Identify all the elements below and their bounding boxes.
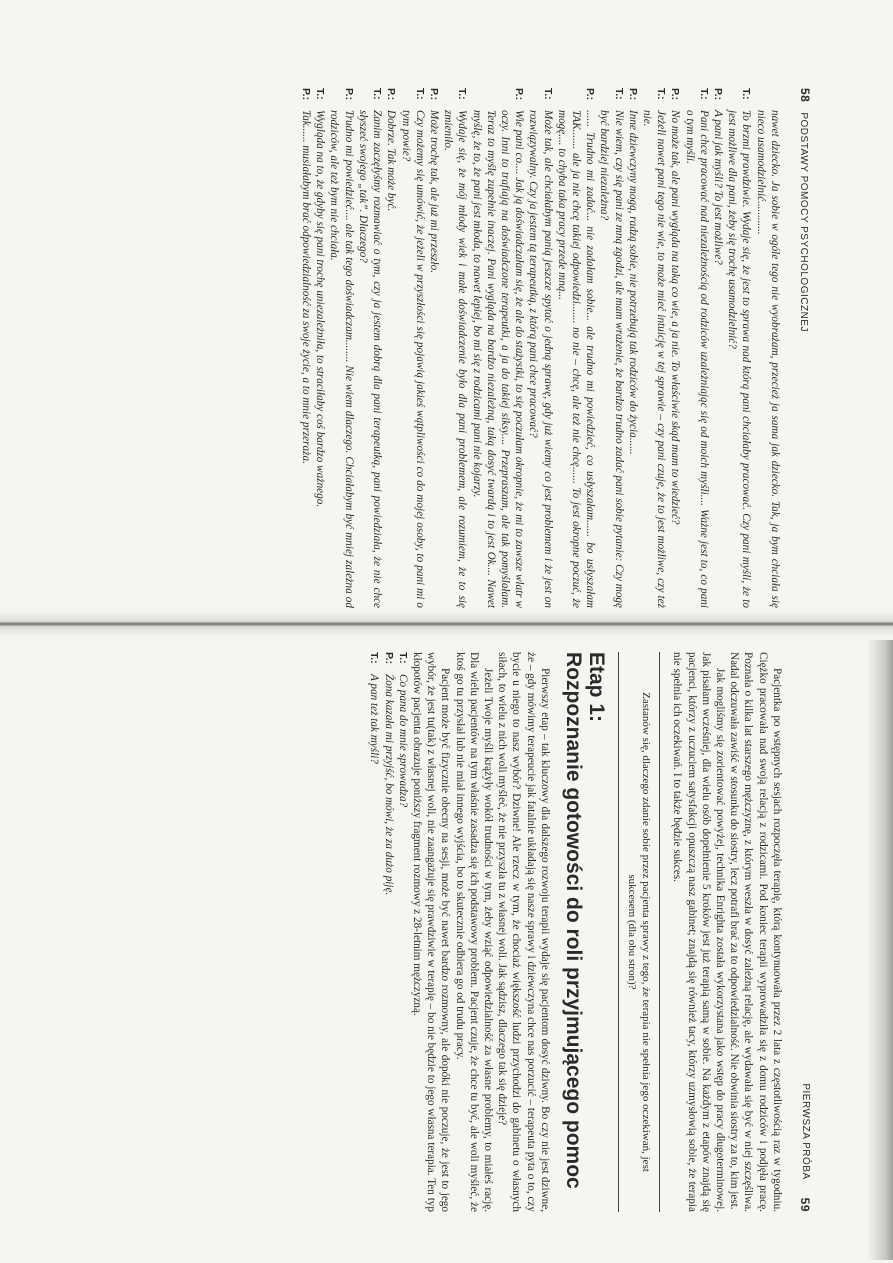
speaker-label: P.: [513,88,526,101]
speaker-label: P.: [427,88,440,101]
dialogue-text: Jeżeli nawet pani tego nie wie, to może mieć intuicję w tej sprawie – czy pani czuje, że to jest możliwe, czy też nie. [640,110,668,608]
reflection-box: Zastanów się, dlaczego zdanie sobie przez pacjenta sprawy z tego, że terapia nie spełnia jego oczekiwań, jest sukcesem (dla obu stron)? [618,652,660,1212]
section-heading [562,652,608,1212]
speaker-label: T.: [456,88,469,100]
dialogue-line [313,88,327,608]
dialogue-text: Wygląda na to, że gdyby się pani trochę uniezależniła, to straciłaby coś bardzo ważnego. [314,110,327,508]
page-58-header [796,88,812,608]
running-head-left: PODSTAWY POMOCY PSYCHOLOGICZNEJ [798,112,809,332]
dialogue-text: Tak...... musiałabym brać odpowiedzialność za swoje życie, a to mnie przeraża. [300,110,313,464]
running-head-right: PIERWSZA PRÓBA [800,1083,811,1180]
section-heading-line2: Rozpoznanie gotowości do roli przyjmującego pomoc [561,652,585,1189]
dialogue-line [725,88,753,608]
dialogue-text: No może tak, ale pani wygląda na taką co wie, a ja nie. To właściwie skąd mam to wiedzieć? [669,110,682,525]
dialogue-line [396,652,410,1212]
dialogue-line [597,88,625,608]
dialogue-text: A pani jak myśli? To jest możliwe? [711,110,724,265]
dialogue-text: Może trochę tak, ale już mi przeszło. [427,110,440,274]
speaker-label: T.: [655,88,668,100]
speaker-label: P.: [342,88,355,101]
intro-paragraph-2: Jak mogliśmy się zorientować powyżej, technika Enrighta została wykorzystana jako wstęp do pracy długoterminowej. Jak pisałam wcześniej, dla wielu osób dopełnienie 5 kroków jest już terapią samą w sobie. Na każdym z etapów znajdą się pacjenci, którzy z uczuciem satysfakcji opuszczą nasz gabinet; znajdą się również tacy, którzy uzmysłowią sobie, że terapia nie spełnia ich oczekiwań. I to także będzie sukces. [671,652,726,1212]
dialogue-text: Co pana do mnie sprowadza? [396,674,409,808]
dialogue-line [398,88,426,608]
speaker-label: T.: [371,88,384,100]
speaker-label: P.: [584,88,597,101]
speaker-label: T.: [396,652,409,664]
dialogue-line [753,88,781,608]
dialogue-text: nawet dziecko. Ja sobie w ogóle tego nie wyobrażam, przecież ja sama jak dziecko. Tak, ja bym chciała się nieco usamodzielnić............ [754,110,781,608]
speaker-label: T.: [697,88,710,100]
dialogue-line [384,88,398,608]
dialogue-line [711,88,725,608]
speaker-label: T.: [413,88,426,100]
dialogue-text: Może tak, ale chciałabym panią jeszcze spytać o jedną sprawę, gdy już wiemy co jest problemem i że jest on rozwiązywalny. Czy ja jestem tą terapeutką, z którą pani chce pracować? [527,110,554,608]
dialogue-text: A pan też tak myśli? [368,674,381,764]
body-paragraph-1: Pierwszy etap – tak kluczowy dla dalszego rozwoju terapii wydaje się pacjentom dosyć dziwny. Bo czy nie jest dziwne, że – gdy mówimy terapeucie jak fatalnie układają się nasze sprawy i dziewczyna chce nas porzucić – terapeuta pyta o to, czy bycie u niego to nasz wybór? Dziwne! Ale rzecz w tym, że chociaż większość ludzi przychodzi do gabinetu o własnych siłach, to wielu z nich woli myśleć, że nie przyszła tu z własnej woli. Jak sądzisz, dlaczego tak się dzieje? [496,652,551,1212]
dialogue-line [682,88,710,608]
dialogue-text: Dobrze. Tak może być. [385,110,398,212]
dialogue-left [299,88,782,608]
dialogue-text: ...... Trudno mi zadać... nie zadałam sobie... ale trudno mi powiedzieć, co usłyszałam...... bo usłyszałam TAK....... ale ja nie chcę takiej odpowiedzi....... no nie – chcę, ale też nie chcę...... To jest okropne poczuć, że mogę.... to chyba taka pracy przede mną... [555,110,597,608]
speaker-label: P.: [626,88,639,101]
dialogue-line [381,652,395,1212]
speaker-label: T.: [740,88,753,100]
speaker-label: T.: [612,88,625,100]
dialogue-text: Trudno mi powiedzieć.... ale tak tego doświadczam........ Nie wiem dlaczego. Chciałabym być mniej zależna od rodziców, ale też bym nie chciała. [328,110,355,608]
speaker-label: T.: [368,652,381,664]
dialogue-line [626,88,640,608]
speaker-label: P.: [385,88,398,101]
speaker-label: P.: [711,88,724,101]
dialogue-line [469,88,526,608]
dialogue-text: Czy możemy się umówić, że jeżeli w przyszłości się pojawią jakieś wątpliwości co do mojej osoby, to pani mi o tym powie? [399,110,426,608]
dialogue-line [299,88,313,608]
speaker-label: P.: [300,88,313,101]
dialogue-line [327,88,355,608]
section-heading-line1: Etap 1: [584,652,608,723]
book-spine-shadow [0,611,893,637]
speaker-label: T.: [541,88,554,100]
dialogue-text: Pani chce pracować nad niezależnością od rodziców uzależniając się od moich myśli.... Ważne jest to, co pani o tym myśli. [683,110,710,608]
dialogue-line [555,88,598,608]
speaker-label: T.: [314,88,327,100]
body-paragraph-3: Pacjent może być fizycznie obecny na sesji, może być nawet bardzo rozmowny, ale dopóki nie poczuje, że jest to jego wybór, że jest tu(tak) z własnej woli, nie zaangażuje się prawdziwie w terapię – bo nie będzie to jego własna terapia. Ten typ kłopotów pacjenta obrazuje poniższy fragment rozmowy z 28-letnim mężczyzną. [410,652,452,1212]
dialogue-text: Zanim zaczęłyśmy rozmawiać o tym, czy ja jestem dobrą dla pani terapeutką, pani powiedziała, że nie chce słyszeć swojego „tak”. Dlaczego? [356,110,384,608]
body-paragraph-2: Jeżeli Twoje myśli krążyły wokół trudności w tym, żeby wziąć odpowiedzialność za własne problemy, to miałeś rację. Dla wielu pacjentów na tym właśnie zasadza się ich podstawowy problem. Pacjent czuje, że chce tu być, ale woli myśleć, że ktoś go tu przysłał lub nie miał innego wyjścia, bo to skutecznie odbiera go od trudu pracy. [453,652,494,1212]
dialogue-line [367,652,381,1212]
page-59-header [798,652,812,1212]
dialogue-line [427,88,441,608]
speaker-label: P.: [382,652,395,665]
page-number-58: 58 [798,88,812,103]
page-59 [37,652,812,1212]
intro-paragraph-1: Pacjentka po wstępnych sesjach rozpoczęła terapię, którą kontynuowała przez 2 lata z częstotliwością raz w tygodniu. Ciężko pracowała nad swoją relacją z rodzicami. Pod koniec terapii wyprowadziła się z domu rodziców i podjęła pracę. Poznała o kilka lat starszego mężczyznę, z którym weszła w dosyć zależną relację, ale wydawała się być w niej szczęśliwa. Nadal odczuwała zawiść w stosunku do siostry, lecz potrafi brać za to odpowiedzialność. Nie obwinia siostry za to, kim jest. [728,652,783,1212]
page-58 [72,88,812,608]
dialogue-text: Wie pani co.... Jak ją doświadczałam się, że ale do stażystki, to się poczułam okropnie, że mi to zawsze wlatr w oczy. Inni to trafiają na doświadczone terapeutki, a ja do takiej siksy.... Przepraszam, ale tak pomyślałam. Teraz to myślę zupełnie inaczej. Pani wygląda na bardzo niezależną, taką dosyć twardą i to jest Ok.... Nawet myślę, że to, że pani jest młoda, to nawet lepiej, bo mi się z rodzicami pani nie kojarzy. [470,110,526,608]
dialogue-text: Inne dziewczyny mogą, radzą sobie, nie potrzebują tak rodziców do życia...... [626,110,639,455]
dialogue-text: To brzmi prawdziwie. Wydaje się, że jest to sprawa nad którą pani chciałaby pracować. Czy pani myśli, że to jest możliwe dla pani, żeby się trochę usamodzielnić? [726,110,753,608]
speaker-label [753,88,781,110]
dialogue-text: Wydaje się, że mój młody wiek i małe doświadczenie było dla pani problemem, ale rozumiem, że to się zmieniło. [442,110,469,608]
dialogue-line [356,88,384,608]
page-number-59: 59 [798,1197,812,1212]
dialogue-line [441,88,469,608]
dialogue-text: Nie wiem, czy się pani ze mną zgodzi, ale mam wrażenie, że bardzo trudno zadać pani sobie pytanie: Czy mogę być bardziej niezależna? [598,110,625,608]
dialogue-line [526,88,554,608]
page-edge-shadow [867,640,893,1260]
dialogue-right [367,652,410,1212]
dialogue-line [640,88,668,608]
speaker-label: P.: [669,88,682,101]
dialogue-text: Żona kazała mi przyjść, bo mówi, że za dużo piję. [382,674,395,896]
dialogue-line [668,88,682,608]
